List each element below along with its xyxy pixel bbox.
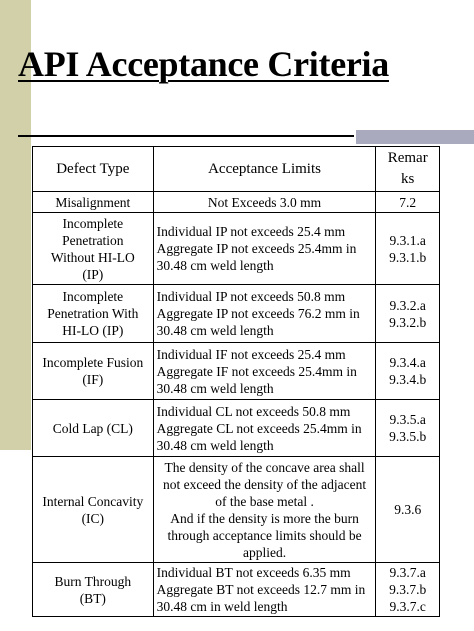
table-row: [33, 213, 440, 285]
defect-type-cell-line: Incomplete Fusion: [42, 355, 144, 370]
defect-type-cell-line: Penetration With: [47, 306, 139, 321]
acceptance-limits-cell-line: Individual IP not exceeds 25.4 mm: [156, 224, 346, 239]
acceptance-limits-cell-line: And if the density is more the burn: [170, 510, 359, 526]
acceptance-limits-cell-line: Individual BT not exceeds 6.35 mm: [156, 565, 351, 580]
defect-type-cell-line: Incomplete: [62, 215, 124, 231]
acceptance-limits-cell-line: Individual IP not exceeds 50.8 mm: [156, 289, 346, 304]
remarks-cell-line: 9.3.2.b: [389, 314, 427, 330]
defect-type-cell-line: Cold Lap (CL): [52, 420, 133, 436]
remarks-cell-line: 9.3.5.b: [389, 429, 427, 444]
defect-type-cell-line: (IP): [82, 266, 104, 282]
remarks-cell: [376, 343, 440, 400]
defect-type-cell-line: Misalignment: [55, 194, 131, 210]
remarks-cell: [376, 563, 440, 617]
header-remarks-line: Remar: [387, 150, 428, 166]
table-row: [33, 400, 440, 457]
acceptance-limits-cell: [153, 213, 376, 285]
acceptance-limits-cell: [153, 343, 376, 400]
remarks-cell-line: 9.3.5.a: [389, 412, 426, 427]
acceptance-limits-cell: [153, 192, 376, 213]
acceptance-limits-cell-line: Not Exceeds 3.0 mm: [207, 194, 322, 210]
defect-type-cell-line: (IF): [82, 372, 104, 387]
defect-type-cell-line: Without HI-LO: [50, 249, 135, 265]
acceptance-limits-cell-line: 30.48 cm weld length: [156, 258, 274, 273]
acceptance-limits-cell-line: through acceptance limits should be: [167, 527, 362, 543]
remarks-cell: [376, 213, 440, 285]
remarks-cell: [376, 285, 440, 343]
remarks-cell-line: 7.2: [399, 194, 417, 210]
defect-type-cell-line: (IC): [81, 510, 105, 526]
table-row: [33, 563, 440, 617]
slide-title: API Acceptance Criteria: [18, 44, 389, 84]
remarks-cell: [376, 457, 440, 563]
remarks-cell-line: 9.3.4.b: [389, 372, 427, 387]
defect-type-cell: [33, 213, 154, 285]
defect-type-cell-line: Internal Concavity: [42, 493, 144, 509]
defect-type-cell-line: (BT): [79, 590, 106, 606]
acceptance-limits-cell: [153, 457, 376, 563]
defect-type-cell-line: Incomplete: [62, 289, 124, 304]
acceptance-limits-cell-line: Individual CL not exceeds 50.8 mm: [156, 403, 351, 419]
acceptance-limits-cell-line: The density of the concave area shall: [164, 459, 365, 475]
acceptance-limits-cell-line: Individual IF not exceeds 25.4 mm: [156, 346, 346, 362]
acceptance-limits-cell-line: Aggregate BT not exceeds 12.7 mm in: [156, 582, 366, 597]
acceptance-limits-cell-line: 30.48 cm weld length: [156, 323, 274, 338]
table-row: [33, 192, 440, 213]
table-body: [33, 192, 440, 617]
acceptance-limits-cell-line: applied.: [242, 544, 287, 560]
defect-type-cell-line: Burn Through: [54, 573, 132, 589]
defect-type-cell-line: HI-LO (IP): [62, 323, 124, 338]
remarks-cell-line: 9.3.1.b: [389, 249, 427, 265]
defect-type-cell: [33, 192, 154, 213]
header-defect-type: Defect Type: [33, 147, 154, 192]
defect-type-cell: [33, 343, 154, 400]
acceptance-limits-cell-line: 30.48 cm in weld length: [156, 599, 288, 614]
acceptance-limits-cell-line: of the base metal .: [215, 493, 314, 509]
remarks-cell-line: 9.3.7.a: [389, 565, 426, 580]
right-accent-bar: [356, 130, 474, 144]
header-remarks-line: ks: [401, 171, 415, 187]
defect-type-cell: [33, 400, 154, 457]
defect-type-cell: [33, 285, 154, 343]
header-acceptance-limits: Acceptance Limits: [153, 147, 376, 192]
table-row: [33, 457, 440, 563]
remarks-cell-line: 9.3.7.b: [389, 582, 427, 597]
acceptance-limits-cell: [153, 400, 376, 457]
acceptance-limits-cell-line: 30.48 cm weld length: [156, 437, 274, 453]
title-rule: [18, 135, 354, 137]
remarks-cell-line: 9.3.1.a: [389, 232, 426, 248]
remarks-cell-line: 9.3.4.a: [389, 355, 426, 370]
defect-type-cell: [33, 563, 154, 617]
acceptance-limits-cell-line: Aggregate IF not exceeds 25.4mm in: [156, 363, 357, 379]
remarks-cell-line: 9.3.2.a: [389, 297, 426, 313]
acceptance-criteria-table: [32, 146, 440, 617]
acceptance-limits-cell: [153, 285, 376, 343]
remarks-cell-line: 9.3.7.c: [389, 599, 426, 614]
defect-type-cell-line: Penetration: [62, 232, 124, 248]
remarks-cell: [376, 400, 440, 457]
table-header-row: [33, 147, 440, 192]
acceptance-limits-cell-line: 30.48 cm weld length: [156, 380, 274, 396]
remarks-cell-line: 9.3.6: [394, 502, 422, 517]
acceptance-limits-cell-line: not exceed the density of the adjacent: [162, 476, 367, 492]
table-row: [33, 285, 440, 343]
acceptance-limits-cell-line: Aggregate IP not exceeds 76.2 mm in: [156, 306, 360, 321]
remarks-cell: [376, 192, 440, 213]
table-row: [33, 343, 440, 400]
acceptance-limits-cell-line: Aggregate IP not exceeds 25.4mm in: [156, 241, 357, 256]
acceptance-limits-cell: [153, 563, 376, 617]
defect-type-cell: [33, 457, 154, 563]
header-remarks: [376, 147, 440, 192]
acceptance-limits-cell-line: Aggregate CL not exceeds 25.4mm in: [156, 420, 362, 436]
